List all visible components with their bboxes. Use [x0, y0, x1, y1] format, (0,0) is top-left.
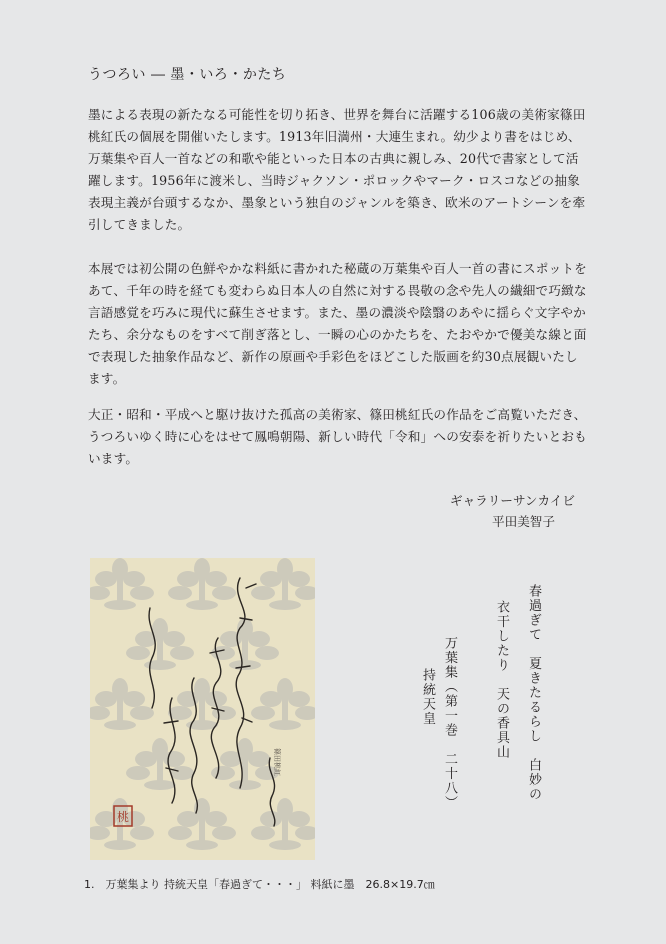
- paragraph-exhibition: 本展では初公開の色鮮やかな料紙に書かれた秘蔵の万葉集や百人一首の書にスポットをあて、千年の時を経ても変わらぬ日本人の自然に対する畏敬の念や先人の繊細で巧緻な言語感覚を巧みに現代に蘇生させます。また、墨の濃淡や陰翳のあやに揺らぐ文字やかたち、余分なものをすべて削ぎ落とし、一瞬の心のかたちを、たおやかで優美な線と面で表現した抽象作品など、新作の原画や手彩色をほどこした版画を約30点展観いたします。: [88, 261, 587, 386]
- artwork-caption: 1. 万葉集より 持統天皇「春過ぎて・・・」 料紙に墨 26.8×19.7㎝: [84, 878, 435, 891]
- poem-author: 持統天皇: [420, 668, 435, 726]
- svg-text:篠田桃紅: 篠田桃紅: [273, 748, 281, 776]
- calligraphy-artwork-image: [90, 558, 315, 860]
- page-heading: うつろい ― 墨・いろ・かたち: [88, 67, 287, 83]
- gallery-name: ギャラリーサンカイビ: [450, 493, 575, 508]
- poem-line-2: 衣干したり 天の香具山: [494, 600, 509, 760]
- paragraph-closing: 大正・昭和・平成へと駆け抜けた孤高の美術家、篠田桃紅氏の作品をご高覧いただき、うつろいゆく時に心をはせて鳳鳴朝陽、新しい時代「令和」への安泰を祈りたいとおもいます。: [88, 407, 587, 466]
- calligraphy-artwork-drawing: [90, 558, 315, 860]
- poem-source: 万葉集（第一巻 二十八）: [442, 636, 457, 810]
- author-name: 平田美智子: [492, 514, 555, 529]
- paragraph-intro: 墨による表現の新たなる可能性を切り拓き、世界を舞台に活躍する106歳の美術家篠田桃紅氏の個展を開催いたします。1913年旧満州・大連生まれ。幼少より書をはじめ、万葉集や百人一首などの和歌や能といった日本の古典に親しみ、20代で書家として活躍します。1956年に渡米し、当時ジャクソン・ポロックやマーク・ロスコなどの抽象表現主義が台頭するなか、墨象という独自のジャンルを築き、欧米のアートシーンを牽引してきました。: [88, 107, 586, 232]
- artwork-seal: 桃: [117, 810, 130, 824]
- poem-line-1: 春過ぎて 夏きたるらし 白妙の: [526, 584, 541, 802]
